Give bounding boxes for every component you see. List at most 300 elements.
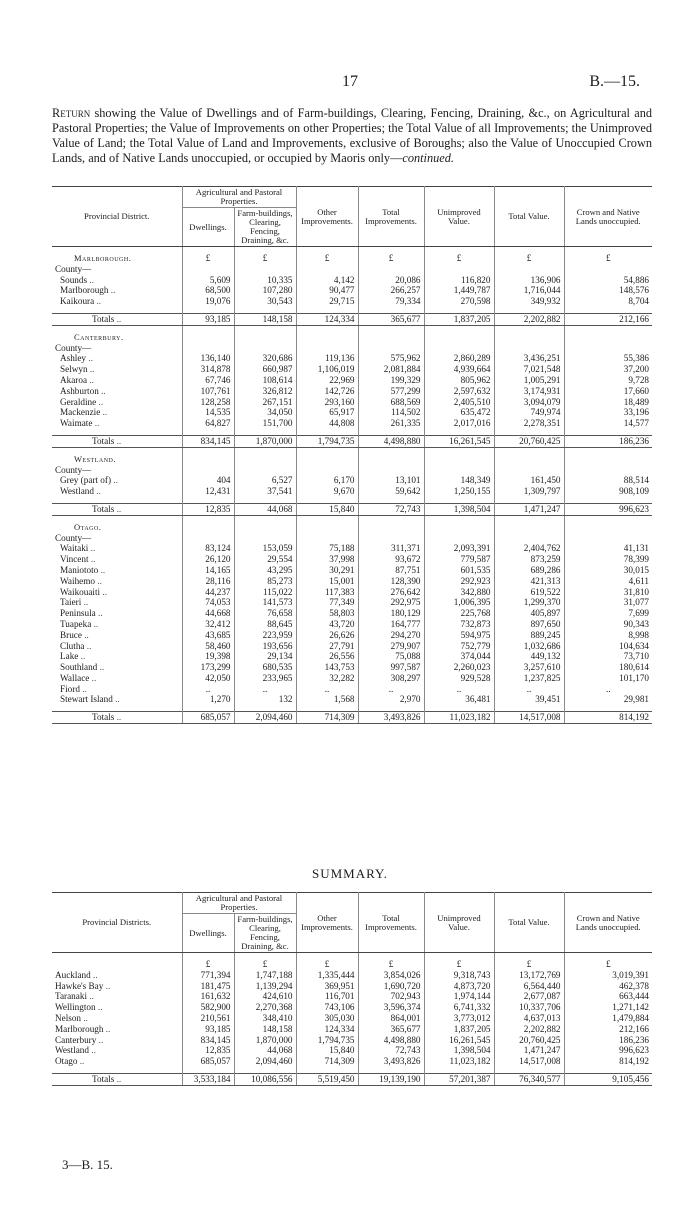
spacer-cell [358, 343, 424, 354]
summary-table [52, 892, 652, 1086]
value-cell: 1,837,205 [424, 1024, 494, 1035]
value-cell: 6,527 [234, 475, 296, 486]
county-row [52, 407, 652, 418]
district-label: Otago [55, 1056, 78, 1067]
district-label: Ashburton [60, 385, 99, 396]
spacer-cell [182, 465, 234, 476]
value-cell: 93,672 [358, 554, 424, 565]
value-cell: 294,270 [358, 630, 424, 641]
spacer-cell [182, 454, 234, 465]
total-cell: 15,840 [296, 503, 358, 515]
value-cell: 78,399 [564, 554, 652, 565]
county-row [52, 296, 652, 307]
value-cell: 660,987 [234, 364, 296, 375]
value-cell: 2,081,884 [358, 364, 424, 375]
totals-label: Totals [92, 435, 115, 446]
summary-col-header-total-value: Total Value. [494, 893, 564, 953]
value-cell: 104,634 [564, 641, 652, 652]
value-cell: 2,094,460 [234, 1056, 296, 1067]
total-cell: 3,493,826 [358, 712, 424, 724]
value-cell: 575,962 [358, 353, 424, 364]
district-name: Maniototo .. [60, 564, 106, 575]
value-cell: 88,645 [234, 619, 296, 630]
district-label: Wallace [60, 672, 90, 683]
spacer-cell [358, 465, 424, 476]
total-cell: 44,068 [234, 503, 296, 515]
return-table [52, 186, 652, 724]
value-cell: 225,768 [424, 608, 494, 619]
summary-row [52, 1013, 652, 1024]
value-cell: 594,975 [424, 630, 494, 641]
currency-symbol: £ [182, 253, 234, 264]
total-cell: 148,158 [234, 313, 296, 325]
value-cell: 22,969 [296, 375, 358, 386]
district-label: Akaroa [60, 374, 88, 385]
spacer-cell [182, 343, 234, 354]
value-cell: 2,270,368 [234, 1002, 296, 1013]
district-label: Hawke's Bay [55, 980, 104, 991]
district-label: Stewart Island [60, 694, 113, 705]
county-row [52, 418, 652, 429]
district-name: Kaikoura .. [60, 296, 102, 307]
district-label: Kaikoura [60, 296, 95, 307]
county-row [52, 386, 652, 397]
value-cell: 4,873,720 [424, 981, 494, 992]
value-cell: 1,794,735 [296, 1035, 358, 1046]
district-label: Grey (part of) [60, 475, 112, 486]
value-cell: 688,569 [358, 397, 424, 408]
spacer-cell [564, 522, 652, 533]
value-cell: 32,282 [296, 673, 358, 684]
value-cell: 714,309 [296, 1056, 358, 1067]
section-heading-row [52, 332, 652, 343]
value-cell: 2,093,391 [424, 543, 494, 554]
intro-continued: continued. [402, 151, 454, 165]
value-cell: 685,057 [182, 1056, 234, 1067]
district-name: Fiord .. [60, 683, 87, 694]
value-cell: 292,923 [424, 576, 494, 587]
district-label: Waimate [60, 418, 93, 429]
spacer-cell [424, 465, 494, 476]
summary-row [52, 1056, 652, 1067]
county-row [52, 565, 652, 576]
value-cell: 30,543 [234, 296, 296, 307]
total-cell: 814,192 [564, 712, 652, 724]
value-cell: 314,878 [182, 364, 234, 375]
district-name: Westland .. [55, 1045, 96, 1056]
district-name: Grey (part of) .. [60, 475, 118, 486]
col-header-total-improvements: Total Improvements. [358, 187, 424, 247]
value-cell: 44,668 [182, 608, 234, 619]
county-row [52, 576, 652, 587]
value-cell: 14,577 [564, 418, 652, 429]
district-label: Westland [55, 1045, 89, 1056]
value-cell: 34,050 [234, 407, 296, 418]
totals-label-cell: Totals .. [52, 1073, 182, 1085]
section-heading-row [52, 253, 652, 264]
value-cell: 93,185 [182, 1024, 234, 1035]
section-heading: Westland. [74, 453, 116, 464]
value-cell: .. [424, 684, 494, 695]
section-heading: Canterbury. [74, 331, 124, 342]
district-name: Wallace .. [60, 672, 97, 683]
spacer-cell [296, 465, 358, 476]
total-cell: 685,057 [182, 712, 234, 724]
district-name: Ashley .. [60, 353, 93, 364]
value-cell: 8,704 [564, 296, 652, 307]
spacer-cell [358, 264, 424, 275]
section-heading-row [52, 454, 652, 465]
value-cell: 4,142 [296, 275, 358, 286]
value-cell: 4,637,013 [494, 1013, 564, 1024]
page-number: 17 [342, 73, 358, 90]
totals-row [52, 503, 652, 515]
county-row [52, 353, 652, 364]
district-label: Tuapeka [60, 618, 92, 629]
district-name: Westland .. [60, 486, 101, 497]
district-name: Akaroa .. [60, 374, 94, 385]
value-cell: 37,998 [296, 554, 358, 565]
district-name: Waitaki .. [60, 543, 96, 554]
spacer-cell [494, 522, 564, 533]
value-cell: 67,746 [182, 375, 234, 386]
district-name: Nelson .. [55, 1012, 88, 1023]
county-row [52, 673, 652, 684]
total-cell: 1,471,247 [494, 503, 564, 515]
value-cell: 143,753 [296, 662, 358, 673]
district-name: Vincent .. [60, 554, 96, 565]
district-name: Clutha .. [60, 640, 92, 651]
total-cell: 1,837,205 [424, 313, 494, 325]
spacer-cell [424, 343, 494, 354]
value-cell: 1,299,370 [494, 597, 564, 608]
district-label: Ashley [60, 353, 87, 364]
district-name: Taranaki .. [55, 991, 94, 1002]
value-cell: 43,720 [296, 619, 358, 630]
intro-lead: Return [52, 106, 91, 120]
county-label: County— [55, 342, 92, 353]
value-cell: 29,134 [234, 651, 296, 662]
col-header-unimproved: Unimproved Value. [424, 187, 494, 247]
section-heading-row [52, 522, 652, 533]
value-cell: 68,500 [182, 285, 234, 296]
value-cell: 663,444 [564, 991, 652, 1002]
value-cell: 11,023,182 [424, 1056, 494, 1067]
value-cell: 181,475 [182, 981, 234, 992]
value-cell: 1,250,155 [424, 486, 494, 497]
value-cell: 1,271,142 [564, 1002, 652, 1013]
value-cell: 7,699 [564, 608, 652, 619]
county-row [52, 608, 652, 619]
col-header-agricultural: Agricultural and Pastoral Properties. [182, 187, 296, 208]
value-cell: 44,237 [182, 587, 234, 598]
total-cell: 72,743 [358, 503, 424, 515]
summary-row [52, 991, 652, 1002]
currency-symbol: £ [494, 959, 564, 970]
district-label: Waihemo [60, 575, 95, 586]
value-cell: 1,870,000 [234, 1035, 296, 1046]
value-cell: 41,131 [564, 543, 652, 554]
footer-reference: 3—B. 15. [62, 1157, 113, 1172]
value-cell: 42,050 [182, 673, 234, 684]
col-header-other: Other Improvements. [296, 187, 358, 247]
spacer-cell [358, 454, 424, 465]
district-label: Sounds [60, 274, 88, 285]
currency-symbol: £ [564, 253, 652, 264]
value-cell: 6,564,440 [494, 981, 564, 992]
total-cell: 1,398,504 [424, 503, 494, 515]
county-row [52, 364, 652, 375]
value-cell: 897,650 [494, 619, 564, 630]
district-name: Lake .. [60, 651, 86, 662]
county-label: County— [55, 263, 92, 274]
value-cell: 26,120 [182, 554, 234, 565]
totals-row [52, 712, 652, 724]
district-label: Clutha [60, 640, 85, 651]
currency-symbol: £ [358, 959, 424, 970]
value-cell: 2,278,351 [494, 418, 564, 429]
value-cell: 365,677 [358, 1024, 424, 1035]
value-cell: 1,716,044 [494, 285, 564, 296]
county-row [52, 554, 652, 565]
value-cell: 173,299 [182, 662, 234, 673]
totals-row [52, 1073, 652, 1085]
total-cell: 93,185 [182, 313, 234, 325]
value-cell: 27,791 [296, 641, 358, 652]
value-cell: 3,596,374 [358, 1002, 424, 1013]
district-label: Lake [60, 651, 79, 662]
currency-symbol: £ [358, 253, 424, 264]
value-cell: 4,939,664 [424, 364, 494, 375]
value-cell: 6,170 [296, 475, 358, 486]
summary-row [52, 970, 652, 981]
value-cell: 2,597,632 [424, 386, 494, 397]
value-cell: 28,116 [182, 576, 234, 587]
county-row [52, 684, 652, 695]
spacer-cell [424, 522, 494, 533]
value-cell: 1,139,294 [234, 981, 296, 992]
totals-label-cell: Totals .. [52, 712, 182, 724]
value-cell: 153,059 [234, 543, 296, 554]
value-cell: 142,726 [296, 386, 358, 397]
value-cell: 3,174,931 [494, 386, 564, 397]
value-cell: 180,614 [564, 662, 652, 673]
value-cell: 3,773,012 [424, 1013, 494, 1024]
district-name: Waimate .. [60, 418, 100, 429]
total-cell: 4,498,880 [358, 435, 424, 447]
currency-symbol: £ [234, 959, 296, 970]
district-label: Marlborough [60, 285, 109, 296]
value-cell: 349,932 [494, 296, 564, 307]
value-cell: 320,686 [234, 353, 296, 364]
value-cell: 75,088 [358, 651, 424, 662]
value-cell: 15,001 [296, 576, 358, 587]
spacer-cell [234, 522, 296, 533]
value-cell: 279,907 [358, 641, 424, 652]
value-cell: 619,522 [494, 587, 564, 598]
value-cell: 424,610 [234, 991, 296, 1002]
total-cell: 365,677 [358, 313, 424, 325]
value-cell: 732,873 [424, 619, 494, 630]
district-label: Taranaki [55, 991, 88, 1002]
value-cell: 148,349 [424, 475, 494, 486]
value-cell: 87,751 [358, 565, 424, 576]
summary-col-header-other: Other Improvements. [296, 893, 358, 953]
value-cell: 88,514 [564, 475, 652, 486]
value-cell: 14,517,008 [494, 1056, 564, 1067]
section-heading: Otago. [74, 521, 102, 532]
value-cell: 929,528 [424, 673, 494, 684]
district-label: Peninsula [60, 608, 96, 619]
value-cell: 873,259 [494, 554, 564, 565]
district-label: Nelson [55, 1012, 82, 1023]
value-cell: 16,261,545 [424, 1035, 494, 1046]
district-label: Mackenzie [60, 407, 101, 418]
value-cell: 31,077 [564, 597, 652, 608]
spacer-cell [234, 264, 296, 275]
value-cell: 9,728 [564, 375, 652, 386]
spacer-cell [296, 533, 358, 544]
value-cell: 1,449,787 [424, 285, 494, 296]
totals-label: Totals [92, 1073, 115, 1084]
total-cell: 186,236 [564, 435, 652, 447]
totals-label-cell: Totals .. [52, 313, 182, 325]
summary-row [52, 981, 652, 992]
value-cell: 76,658 [234, 608, 296, 619]
value-cell: 2,017,016 [424, 418, 494, 429]
district-name: Canterbury .. [55, 1034, 104, 1045]
district-label: Vincent [60, 554, 89, 565]
county-row [52, 619, 652, 630]
value-cell: .. [296, 684, 358, 695]
summary-title: SUMMARY. [311, 866, 389, 881]
spacer-cell [494, 264, 564, 275]
spacer-cell [234, 465, 296, 476]
county-row [52, 694, 652, 705]
currency-symbol: £ [424, 959, 494, 970]
spacer-cell [494, 465, 564, 476]
district-label: Fiord [60, 683, 80, 694]
summary-col-header-agricultural: Agricultural and Pastoral Properties. [182, 893, 296, 914]
value-cell: 997,587 [358, 662, 424, 673]
value-cell: 26,626 [296, 630, 358, 641]
value-cell: 85,273 [234, 576, 296, 587]
value-cell: 276,642 [358, 587, 424, 598]
value-cell: 308,297 [358, 673, 424, 684]
value-cell: 136,906 [494, 275, 564, 286]
value-cell: 75,188 [296, 543, 358, 554]
total-cell: 19,139,190 [358, 1073, 424, 1085]
value-cell: 8,998 [564, 630, 652, 641]
total-cell: 10,086,556 [234, 1073, 296, 1085]
value-cell: 449,132 [494, 651, 564, 662]
county-row [52, 543, 652, 554]
spacer-cell [182, 533, 234, 544]
spacer-cell [494, 454, 564, 465]
total-cell: 20,760,425 [494, 435, 564, 447]
value-cell: 31,810 [564, 587, 652, 598]
value-cell: 1,974,144 [424, 991, 494, 1002]
value-cell: 39,451 [494, 694, 564, 705]
value-cell: 55,386 [564, 353, 652, 364]
totals-row [52, 313, 652, 325]
currency-symbol: £ [494, 253, 564, 264]
value-cell: 13,101 [358, 475, 424, 486]
value-cell: 14,535 [182, 407, 234, 418]
value-cell: 702,943 [358, 991, 424, 1002]
value-cell: 2,677,087 [494, 991, 564, 1002]
value-cell: 1,471,247 [494, 1045, 564, 1056]
total-cell: 2,202,882 [494, 313, 564, 325]
value-cell: 151,700 [234, 418, 296, 429]
value-cell: 73,710 [564, 651, 652, 662]
value-cell: 58,460 [182, 641, 234, 652]
value-cell: 83,124 [182, 543, 234, 554]
value-cell: 44,068 [234, 1045, 296, 1056]
total-cell: 834,145 [182, 435, 234, 447]
spacer-cell [234, 343, 296, 354]
value-cell: 9,670 [296, 486, 358, 497]
value-cell: 65,917 [296, 407, 358, 418]
value-cell: 342,880 [424, 587, 494, 598]
value-cell: 9,318,743 [424, 970, 494, 981]
value-cell: 193,656 [234, 641, 296, 652]
county-label: County— [55, 532, 92, 543]
col-header-total-value: Total Value. [494, 187, 564, 247]
value-cell: 136,140 [182, 353, 234, 364]
value-cell: 116,820 [424, 275, 494, 286]
value-cell: 2,260,023 [424, 662, 494, 673]
value-cell: 13,172,769 [494, 970, 564, 981]
spacer-cell [424, 332, 494, 343]
county-row [52, 597, 652, 608]
summary-col-header-districts: Provincial Districts. [52, 893, 182, 953]
value-cell: 19,398 [182, 651, 234, 662]
totals-row [52, 435, 652, 447]
value-cell: 44,808 [296, 418, 358, 429]
value-cell: 805,962 [424, 375, 494, 386]
total-cell: 212,166 [564, 313, 652, 325]
summary-col-header-crown: Crown and Native Lands unoccupied. [564, 893, 652, 953]
total-cell: 1,794,735 [296, 435, 358, 447]
document-reference: B.—15. [589, 73, 640, 90]
total-cell: 124,334 [296, 313, 358, 325]
county-row [52, 662, 652, 673]
total-cell: 9,105,456 [564, 1073, 652, 1085]
value-cell: 29,981 [564, 694, 652, 705]
total-cell: 76,340,577 [494, 1073, 564, 1085]
value-cell: 72,743 [358, 1045, 424, 1056]
value-cell: 5,609 [182, 275, 234, 286]
value-cell: 117,383 [296, 587, 358, 598]
spacer-cell [296, 332, 358, 343]
county-label: County— [55, 464, 92, 475]
district-label: Geraldine [60, 396, 97, 407]
district-label: Waikouaiti [60, 586, 101, 597]
spacer-cell [494, 343, 564, 354]
value-cell: 404 [182, 475, 234, 486]
value-cell: 128,390 [358, 576, 424, 587]
value-cell: 233,965 [234, 673, 296, 684]
currency-symbol: £ [296, 959, 358, 970]
value-cell: 77,349 [296, 597, 358, 608]
currency-symbol: £ [296, 253, 358, 264]
value-cell: 32,412 [182, 619, 234, 630]
value-cell: 462,378 [564, 981, 652, 992]
district-name: Taieri .. [60, 597, 89, 608]
value-cell: 1,690,720 [358, 981, 424, 992]
value-cell: 141,573 [234, 597, 296, 608]
